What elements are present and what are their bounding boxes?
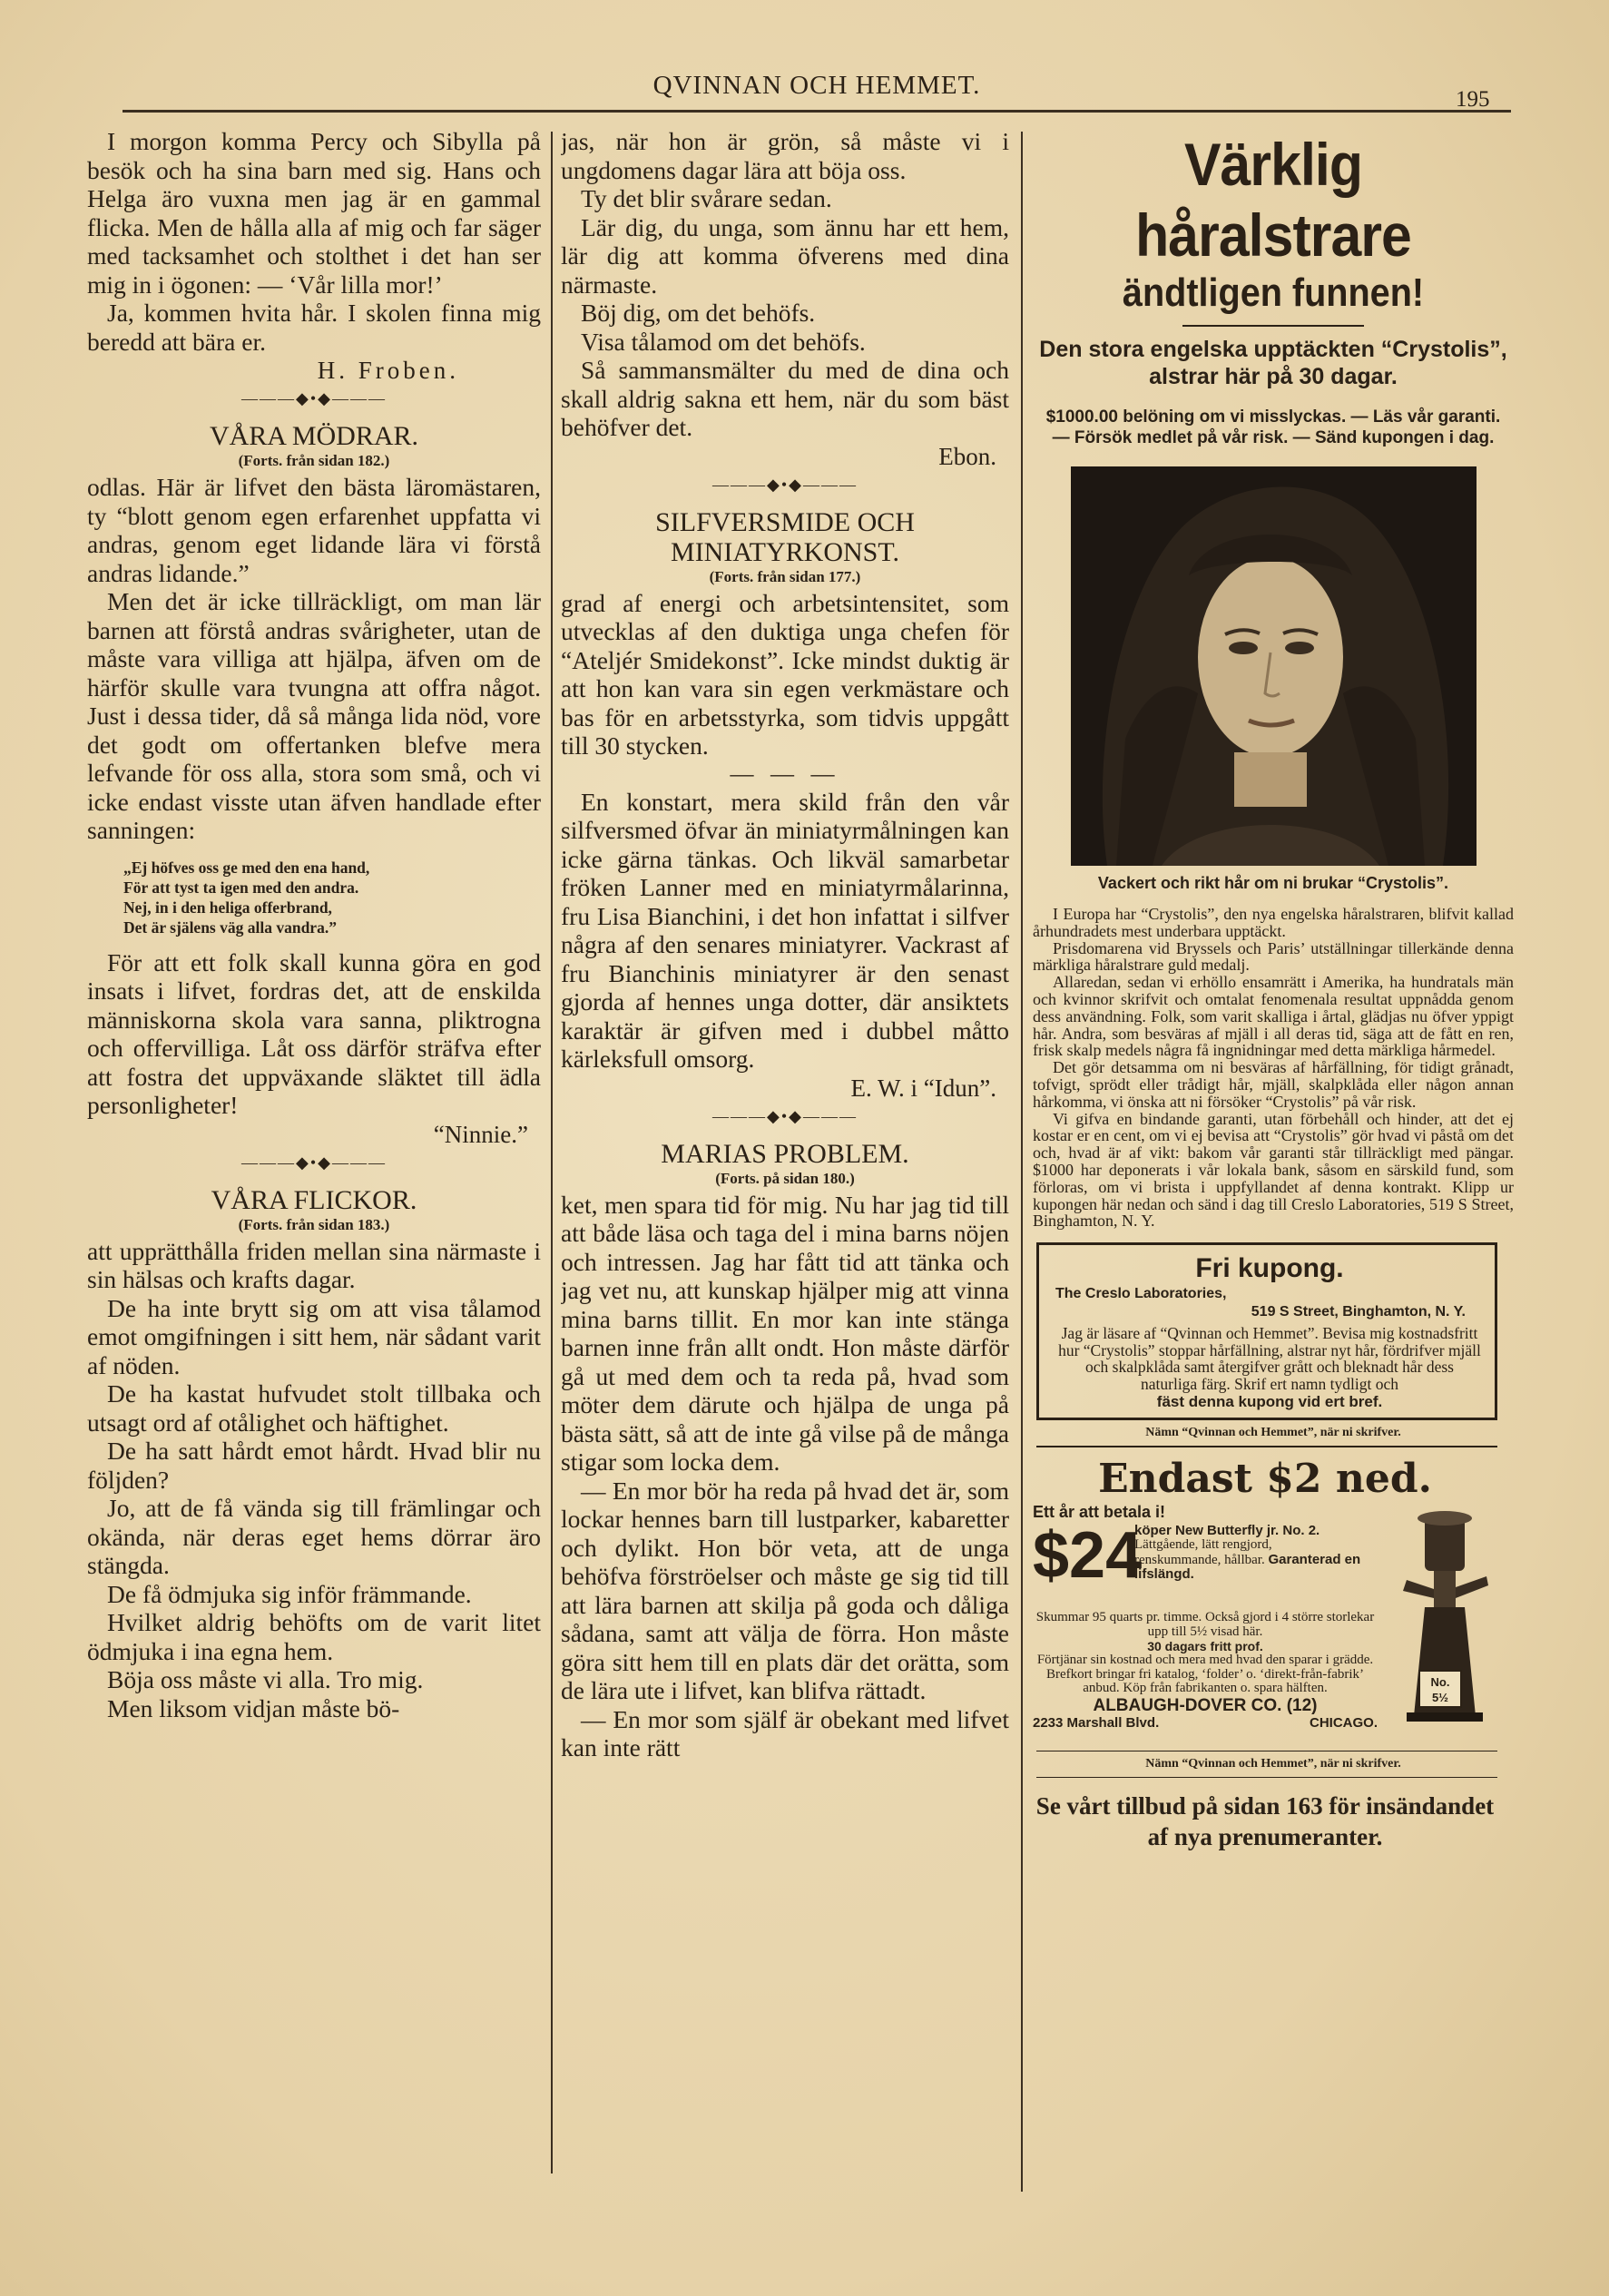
article-paragraph: — En mor bör ha reda på hvad det är, som lockar hennes barn till lustparker, kabaretter och dylikt. Hon bör veta, att de unga behöfva förströelser och måste ge sig tid till att lära barnen att skilja på goda och dåliga sådana, samt att välja de förra. Hon måste göra sitt hem till en plats där det orätta, som de lära ute i lifvet, kan blifva rättadt.	[561, 1476, 1009, 1704]
article-paragraph: ket, men spara tid för mig. Nu har jag tid till att både läsa och taga del i mina barns nöjen och intressen. Jag har fått tid att tänka och jag vet nu, att kunskap hjälper mig att vinna mina barns tillit. En mor kan inte stänga barnen inne från allt ondt. Hon måste därför gå ut med dem och ta reda på, hvad som möter dem därute och hjälpa de unga på bästa sätt, så att de inte gå vilse på de många stigar som locka dem.	[561, 1190, 1009, 1476]
separator-city: CHICAGO.	[1310, 1714, 1378, 1731]
article-paragraph: Hvilket aldrig behöfts om de varit litet ödmjuka i ina egna hem.	[87, 1608, 541, 1665]
article-paragraph: Men det är icke tillräckligt, om man lär barnen att förstå andras svårigheter, utan de måste vara villiga att hjälpa, äfven om de härför skulle vara tvungna att offra något. Just i dessa tider, då så många lida nöd, vore det godt om offertanken blefve mera lefvande för oss alla, stora som små, och vi icke endast visste utan äfven handlade efter sanningen:	[87, 587, 541, 844]
page-number: 195	[1456, 87, 1490, 112]
ad-paragraph: I Europa har “Crystolis”, den nya engelska håralstraren, blifvit kallad århundradets mest underbara upptäckt.	[1033, 905, 1514, 940]
article-signature: “Ninnie.”	[433, 1120, 528, 1148]
poem-line: Det är själens väg alla vandra.”	[123, 917, 337, 937]
poem-line: „Ej höfves oss ge med den ena hand,	[123, 858, 370, 877]
portrait-caption: Vackert och rikt hår om ni brukar “Crystolis”.	[1097, 874, 1449, 892]
ad-subheadline: ändtligen funnen!	[1122, 270, 1425, 315]
woman-portrait-image	[1071, 466, 1477, 866]
article-signature: E. W. i “Idun”.	[850, 1074, 996, 1102]
article-paragraph: Men liksom vidjan måste bö-	[107, 1693, 400, 1722]
article-title: VÅRA FLICKOR.	[211, 1184, 417, 1215]
article-paragraph: Böj dig, om det behöfs.	[581, 299, 816, 327]
article-paragraph: jas, när hon är grön, så måste vi i ungdomens dagar lära att böja oss.	[561, 127, 1009, 184]
article-paragraph: grad af energi och arbetsintensitet, som utvecklas af den duktiga unga chefen för “Ateljér Smidekonst”. Icke mindst duktig är att hon kan vara sin egen verkmästare och bas för en arbetsstyrka, som tidvis uppgått till 30 stycken.	[561, 588, 1009, 760]
article-paragraph: att upprätthålla friden mellan sina närmaste i sin hälsas och krafts dagar.	[87, 1236, 541, 1293]
free-coupon[interactable]	[1036, 1242, 1497, 1420]
ad-lead: Den stora engelska upptäckten “Crystolis”, alstrar här på 30 dagar.	[1039, 337, 1507, 389]
article-paragraph: Jo, att de få vända sig till främlingar och okända, när deras eget hems dörrar äro stängda.	[87, 1494, 541, 1579]
separator-model-number: No.	[1430, 1675, 1450, 1690]
ad-reward: $1000.00 belöning om vi misslyckas. — Läs vår garanti. — Försök medlet på vår risk. — Sänd kupongen i dag.	[1045, 407, 1501, 447]
dash-separator: — — —	[730, 760, 840, 787]
ad-paragraph: Vi gifva en bindande garanti, utan förbehåll och hinder, att det ej kostar er en cent, om vi ej bevisa att “Crystolis” gör hvad vi påstå om det och, hvad är af vikt: bakom vår garanti står tillräckligt med pängar. $1000 har deponerats i vår lokala bank, såsom en särskild fund, som förloras, om vi brista i uppfyllandet af denna kontrakt. Klipp ur kupongen här nedan och sänd i dag till Creslo Laboratories, 519 S Street, Binghamton, N. Y.	[1033, 1109, 1514, 1231]
header-rule	[123, 110, 1511, 113]
continuation-note: (Forts. på sidan 180.)	[715, 1169, 855, 1187]
separator-ad-tagline: Ett år att betala i!	[1033, 1503, 1166, 1522]
column-1	[87, 127, 541, 2260]
separator-company: ALBAUGH-DOVER CO. (12)	[1093, 1695, 1318, 1715]
article-paragraph: De ha inte brytt sig om att visa tålamod emot omgifningen i sitt hem, när sådant varit af nöden.	[87, 1293, 541, 1379]
intro-paragraph: Ja, kommen hvita hår. I skolen finna mig beredd att bära er.	[87, 299, 541, 356]
mention-note: Nämn “Qvinnan och Hemmet”, när ni skrifver.	[1145, 1426, 1401, 1440]
continuation-note: (Forts. från sidan 177.)	[709, 567, 861, 585]
article-paragraph: En konstart, mera skild från den vår silfversmed öfvar än miniatyrmålningen kan icke gärna tänkas. Och likväl samarbetar fröken Lanner med en miniatyrmålarinna, fru Lisa Bianchini, i det hon infattat i silfver några af den senares miniatyrer. Vackrast af fru Bianchinis miniatyrer är den senast gjorda af hennes unga dotter, där ansiktets karaktär är gifven med i dubbel måtto kärleksfull omsorg.	[561, 787, 1009, 1073]
article-paragraph: För att ett folk skall kunna göra en god insats i lifvet, fordras det, att de enskilda människorna skola vara sanna, pliktrogna och offervilliga. Låt oss därför sträfva efter att fostra det uppväxande släktet till ädla personligheter!	[87, 947, 541, 1119]
article-signature: Ebon.	[938, 442, 996, 470]
article-paragraph: — En mor som själf är obekant med lifvet kan inte rätt	[561, 1704, 1009, 1761]
coupon-body: Jag är läsare af “Qvinnan och Hemmet”. Bevisa mig kostnadsfritt hur “Crystolis” stoppar hårfällning, alstrar nyt hår, fördrifver mjäll och skalpklåda samt återgifver grått och bleknadt hår dess naturliga färg. Skrif ert namn tydligt och	[1058, 1324, 1481, 1393]
ornament-divider: ———◆•◆———	[241, 1153, 387, 1172]
article-paragraph: De ha satt hårdt emot hårdt. Hvad blir nu följden?	[87, 1437, 541, 1494]
separator-address	[1033, 1715, 1378, 1732]
separator-ad-details	[1033, 1611, 1378, 1732]
ornament-divider: ———◆•◆———	[712, 1106, 858, 1125]
article-title: MARIAS PROBLEM.	[661, 1138, 909, 1169]
separator-ad-price: $24	[1033, 1519, 1143, 1593]
separator-trial: 30 dagars fritt prof.	[1147, 1639, 1263, 1654]
ornament-divider: ———◆•◆———	[712, 475, 858, 494]
intro-signature: H. Froben.	[317, 357, 459, 384]
separator-street: 2233 Marshall Blvd.	[1033, 1714, 1160, 1731]
coupon-address-line: 519 S Street, Binghamton, N. Y.	[1251, 1304, 1466, 1320]
page-header-title: QVINNAN OCH HEMMET.	[652, 71, 981, 100]
continuation-note: (Forts. från sidan 182.)	[238, 452, 390, 469]
ad-separator	[1036, 1446, 1497, 1447]
article-paragraph: Böja oss måste vi alla. Tro mig.	[107, 1665, 424, 1693]
separator-guarantee: Garanterad en lifslängd.	[1134, 1551, 1361, 1582]
article-paragraph: Så sammansmälter du med de dina och skall aldrig sakna ett hem, när du som bäst behöfver det.	[561, 356, 1009, 441]
ad-headline: Värklig håralstrare	[1135, 131, 1411, 269]
poem-quote	[123, 858, 541, 937]
column-3-advertisements	[1033, 127, 1514, 2260]
separator-model-size: 5½	[1431, 1691, 1449, 1705]
ad-paragraph: Det gör detsamma om ni besväras af hårfällning, för tidigt grånadt, tofvigt, sprödt eller trådigt hår, mjäll, skalpklåda eller någon annan hårkomma, vi önska att ni försöker “Crystolis” på vår risk.	[1033, 1058, 1514, 1111]
article-paragraph: Ty det blir svårare sedan.	[581, 184, 832, 212]
article-paragraph: odlas. Här är lifvet den bästa läromästaren, ty “blott genom egen erfarenhet uppfatta vi andras, genom eget lidande lära vi förstå andras lidande.”	[87, 473, 541, 587]
cream-separator-ad	[1033, 1502, 1497, 1747]
coupon-title: Fri kupong.	[1195, 1253, 1344, 1284]
article-title: VÅRA MÖDRAR.	[209, 421, 419, 451]
intro-paragraph: I morgon komma Percy och Sibylla på besök och ha sina barn med sig. Hans och Helga äro vuxna men jag är en gammal flicka. Men de hålla alla af mig och far säger med tacksamhet och stolthet i det han ser mig in i ögonen: — ‘Vår lilla mor!’	[87, 127, 541, 299]
coupon-instruction: fäst denna kupong vid ert bref.	[1156, 1393, 1383, 1411]
ad-paragraph: Prisdomarena vid Bryssels och Paris’ utställningar tillerkände denna märkliga håralstrare guld medalj.	[1033, 938, 1514, 975]
subscription-offer-note: Se vårt tillbud på sidan 163 för insändandet af nya prenumeranter.	[1035, 1792, 1495, 1851]
mention-note: Nämn “Qvinnan och Hemmet”, när ni skrifver.	[1145, 1757, 1401, 1771]
separator-ad-description	[1134, 1524, 1361, 1582]
ad-body-text	[1033, 906, 1514, 1230]
article-paragraph: De ha kastat hufvudet stolt tillbaka och utsagt ord af otålighet och häftighet.	[87, 1379, 541, 1437]
separator-model-name: köper New Butterfly jr. No. 2.	[1134, 1523, 1320, 1539]
column-divider-1	[551, 132, 553, 2173]
ad-separator	[1036, 1777, 1497, 1778]
hair-ad	[1033, 129, 1514, 448]
separator-ad-title: Endast $2 ned.	[1098, 1456, 1432, 1503]
separator-capacity: Skummar 95 quarts pr. timme. Också gjord i 4 större storlekar upp till 5½ visad här.	[1035, 1610, 1375, 1639]
separator-features: Lättgående, lätt rengjord, renskummande, hållbar.	[1134, 1537, 1272, 1567]
ad-rule	[1182, 325, 1364, 327]
article-title: SILFVERSMIDE OCH MINIATYRKONST.	[655, 506, 915, 567]
poem-line: Nej, in i den heliga offerbrand,	[123, 898, 332, 917]
article-paragraph: Visa tålamod om det behöfs.	[581, 327, 866, 356]
coupon-address-line: The Creslo Laboratories,	[1055, 1286, 1227, 1302]
separator-offer: Förtjänar sin kostnad och mera med hvad den sparar i grädde. Brefkort bringar fri katalog, ‘folder’ o. ‘direkt-från-fabrik’ anbud. Köp från fabrikanten o. spara hälften.	[1036, 1653, 1374, 1696]
article-paragraph: De få ödmjuka sig inför främmande.	[107, 1579, 472, 1608]
poem-line: För att tyst ta igen med den andra.	[123, 878, 359, 897]
ad-paragraph: Allaredan, sedan vi erhöllo ensamrätt i Amerika, ha hundratals män och kvinnor skrifvit och omtalat fenomenala resultat uppnådda genom dess användning. Folk, som varit skalliga i årtal, glädjas nu öfver yppigt hår. Andra, som besväras af mjäll i all deras tid, säga att de fått en ren, frisk skalp medels några få ingnidningar med detta märkliga hårmedel.	[1033, 973, 1514, 1060]
column-2	[561, 127, 1009, 2260]
article-paragraph: Lär dig, du unga, som ännu har ett hem, lär dig att komma öfverens med dina närmaste.	[561, 212, 1009, 299]
cream-separator-illustration	[1388, 1507, 1497, 1734]
continuation-note: (Forts. från sidan 183.)	[238, 1215, 390, 1233]
ornament-divider: ———◆•◆———	[241, 389, 387, 407]
column-divider-2	[1021, 132, 1023, 2192]
